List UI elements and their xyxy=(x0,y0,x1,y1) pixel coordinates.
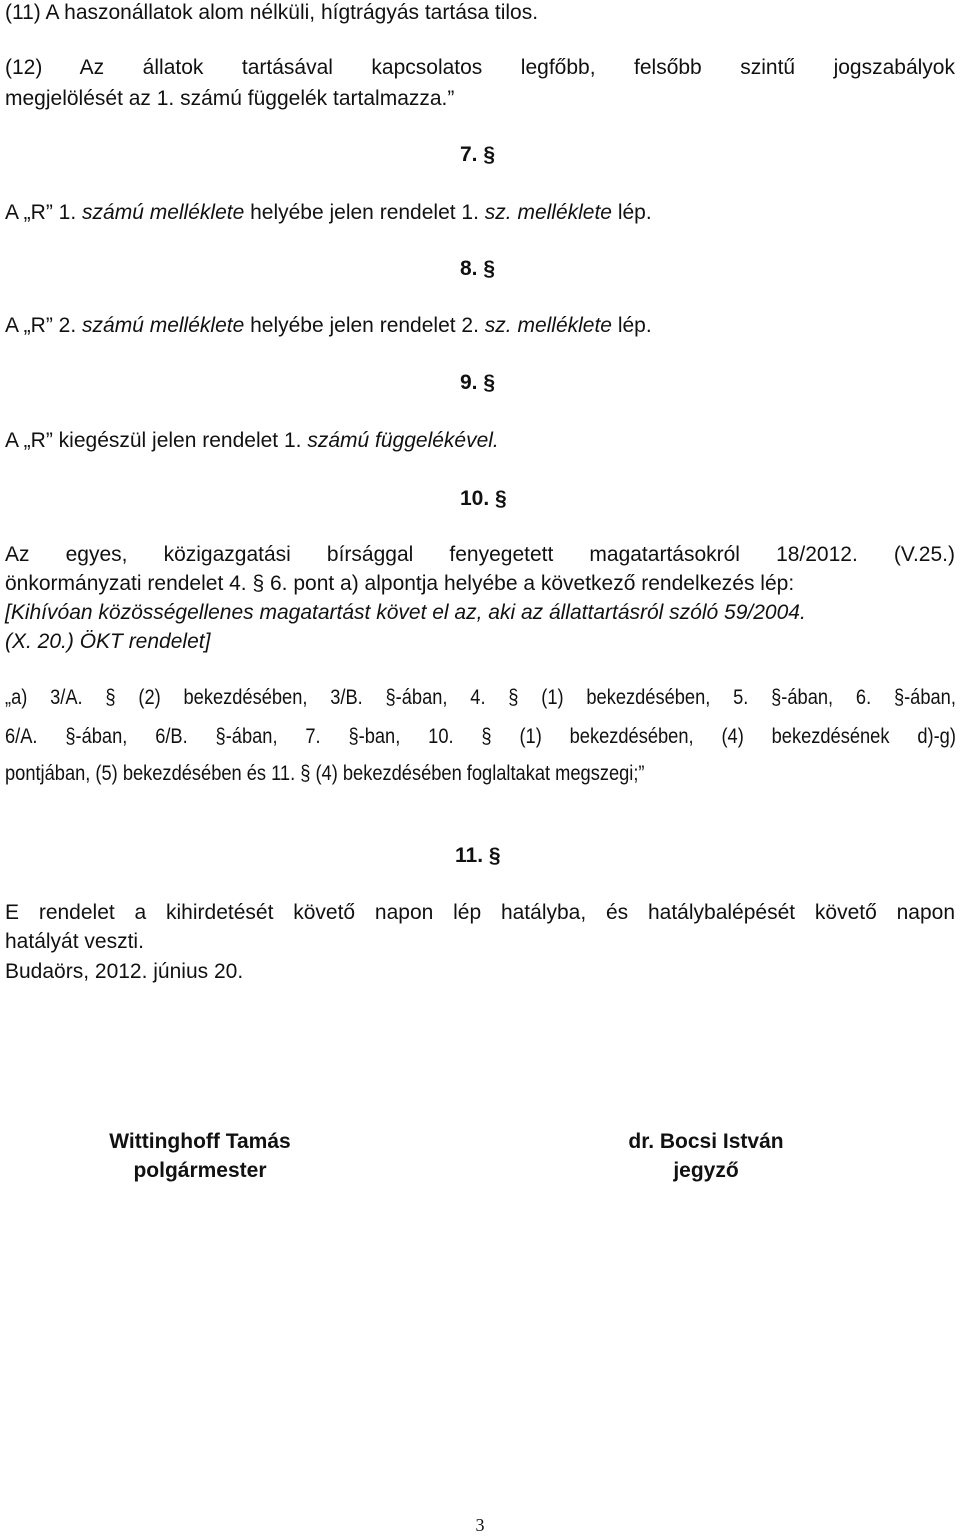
amendment-line: „a) 3/A. § (2) bekezdésében, 3/B. §-ában, 4. § (1) bekezdésében, 5. §-ában, 6. §-ában, xyxy=(5,686,956,709)
page-number: 3 xyxy=(475,1515,485,1535)
signer-title: polgármester xyxy=(133,1159,267,1182)
signature-right xyxy=(596,1127,816,1185)
section-heading-9: 9. § xyxy=(460,371,496,394)
paragraph-line: Az egyes, közigazgatási bírsággal fenyegetett magatartásokról 18/2012. (V.25.) xyxy=(5,543,955,566)
signer-name: dr. Bocsi István xyxy=(628,1130,784,1153)
signature-left xyxy=(80,1127,320,1185)
section-heading-11: 11. § xyxy=(455,844,501,867)
signer-title: jegyző xyxy=(673,1159,739,1182)
paragraph-line: önkormányzati rendelet 4. § 6. pont a) alpontja helyébe a következő rendelkezés lép: xyxy=(5,572,795,595)
paragraph-line: (X. 20.) ÖKT rendelet] xyxy=(5,630,211,653)
paragraph-section-8: A „R” 2. számú melléklete helyébe jelen rendelet 2. sz. melléklete lép. xyxy=(5,314,652,337)
paragraph-line: (12) Az állatok tartásával kapcsolatos legfőbb, felsőbb szintű jogszabályok xyxy=(5,56,955,79)
signer-name: Wittinghoff Tamás xyxy=(109,1130,291,1153)
paragraph-line: E rendelet a kihirdetését követő napon lép hatályba, és hatálybalépését követő napon xyxy=(5,901,955,924)
section-heading-10: 10. § xyxy=(460,487,507,510)
date-line: Budaörs, 2012. június 20. xyxy=(5,960,244,983)
section-heading-8: 8. § xyxy=(460,257,496,280)
paragraph-line: [Kihívóan közösségellenes magatartást követ el az, aki az állattartásról szóló 59/2004. xyxy=(5,601,806,624)
paragraph-line: megjelölését az 1. számú függelék tartalmazza.” xyxy=(5,87,455,110)
paragraph-line: hatályát veszti. xyxy=(5,930,144,953)
paragraph-section-9: A „R” kiegészül jelen rendelet 1. számú függelékével. xyxy=(5,429,499,452)
section-heading-7: 7. § xyxy=(460,143,496,166)
paragraph-section-7: A „R” 1. számú melléklete helyébe jelen rendelet 1. sz. melléklete lép. xyxy=(5,201,652,224)
paragraph-line: (11) A haszonállatok alom nélküli, hígtrágyás tartása tilos. xyxy=(5,1,539,24)
amendment-line: 6/A. §-ában, 6/B. §-ában, 7. §-ban, 10. § (1) bekezdésében, (4) bekezdésének d)-g) xyxy=(5,725,956,748)
amendment-line: pontjában, (5) bekezdésében és 11. § (4) bekezdésében foglaltakat megszegi;” xyxy=(5,762,645,785)
